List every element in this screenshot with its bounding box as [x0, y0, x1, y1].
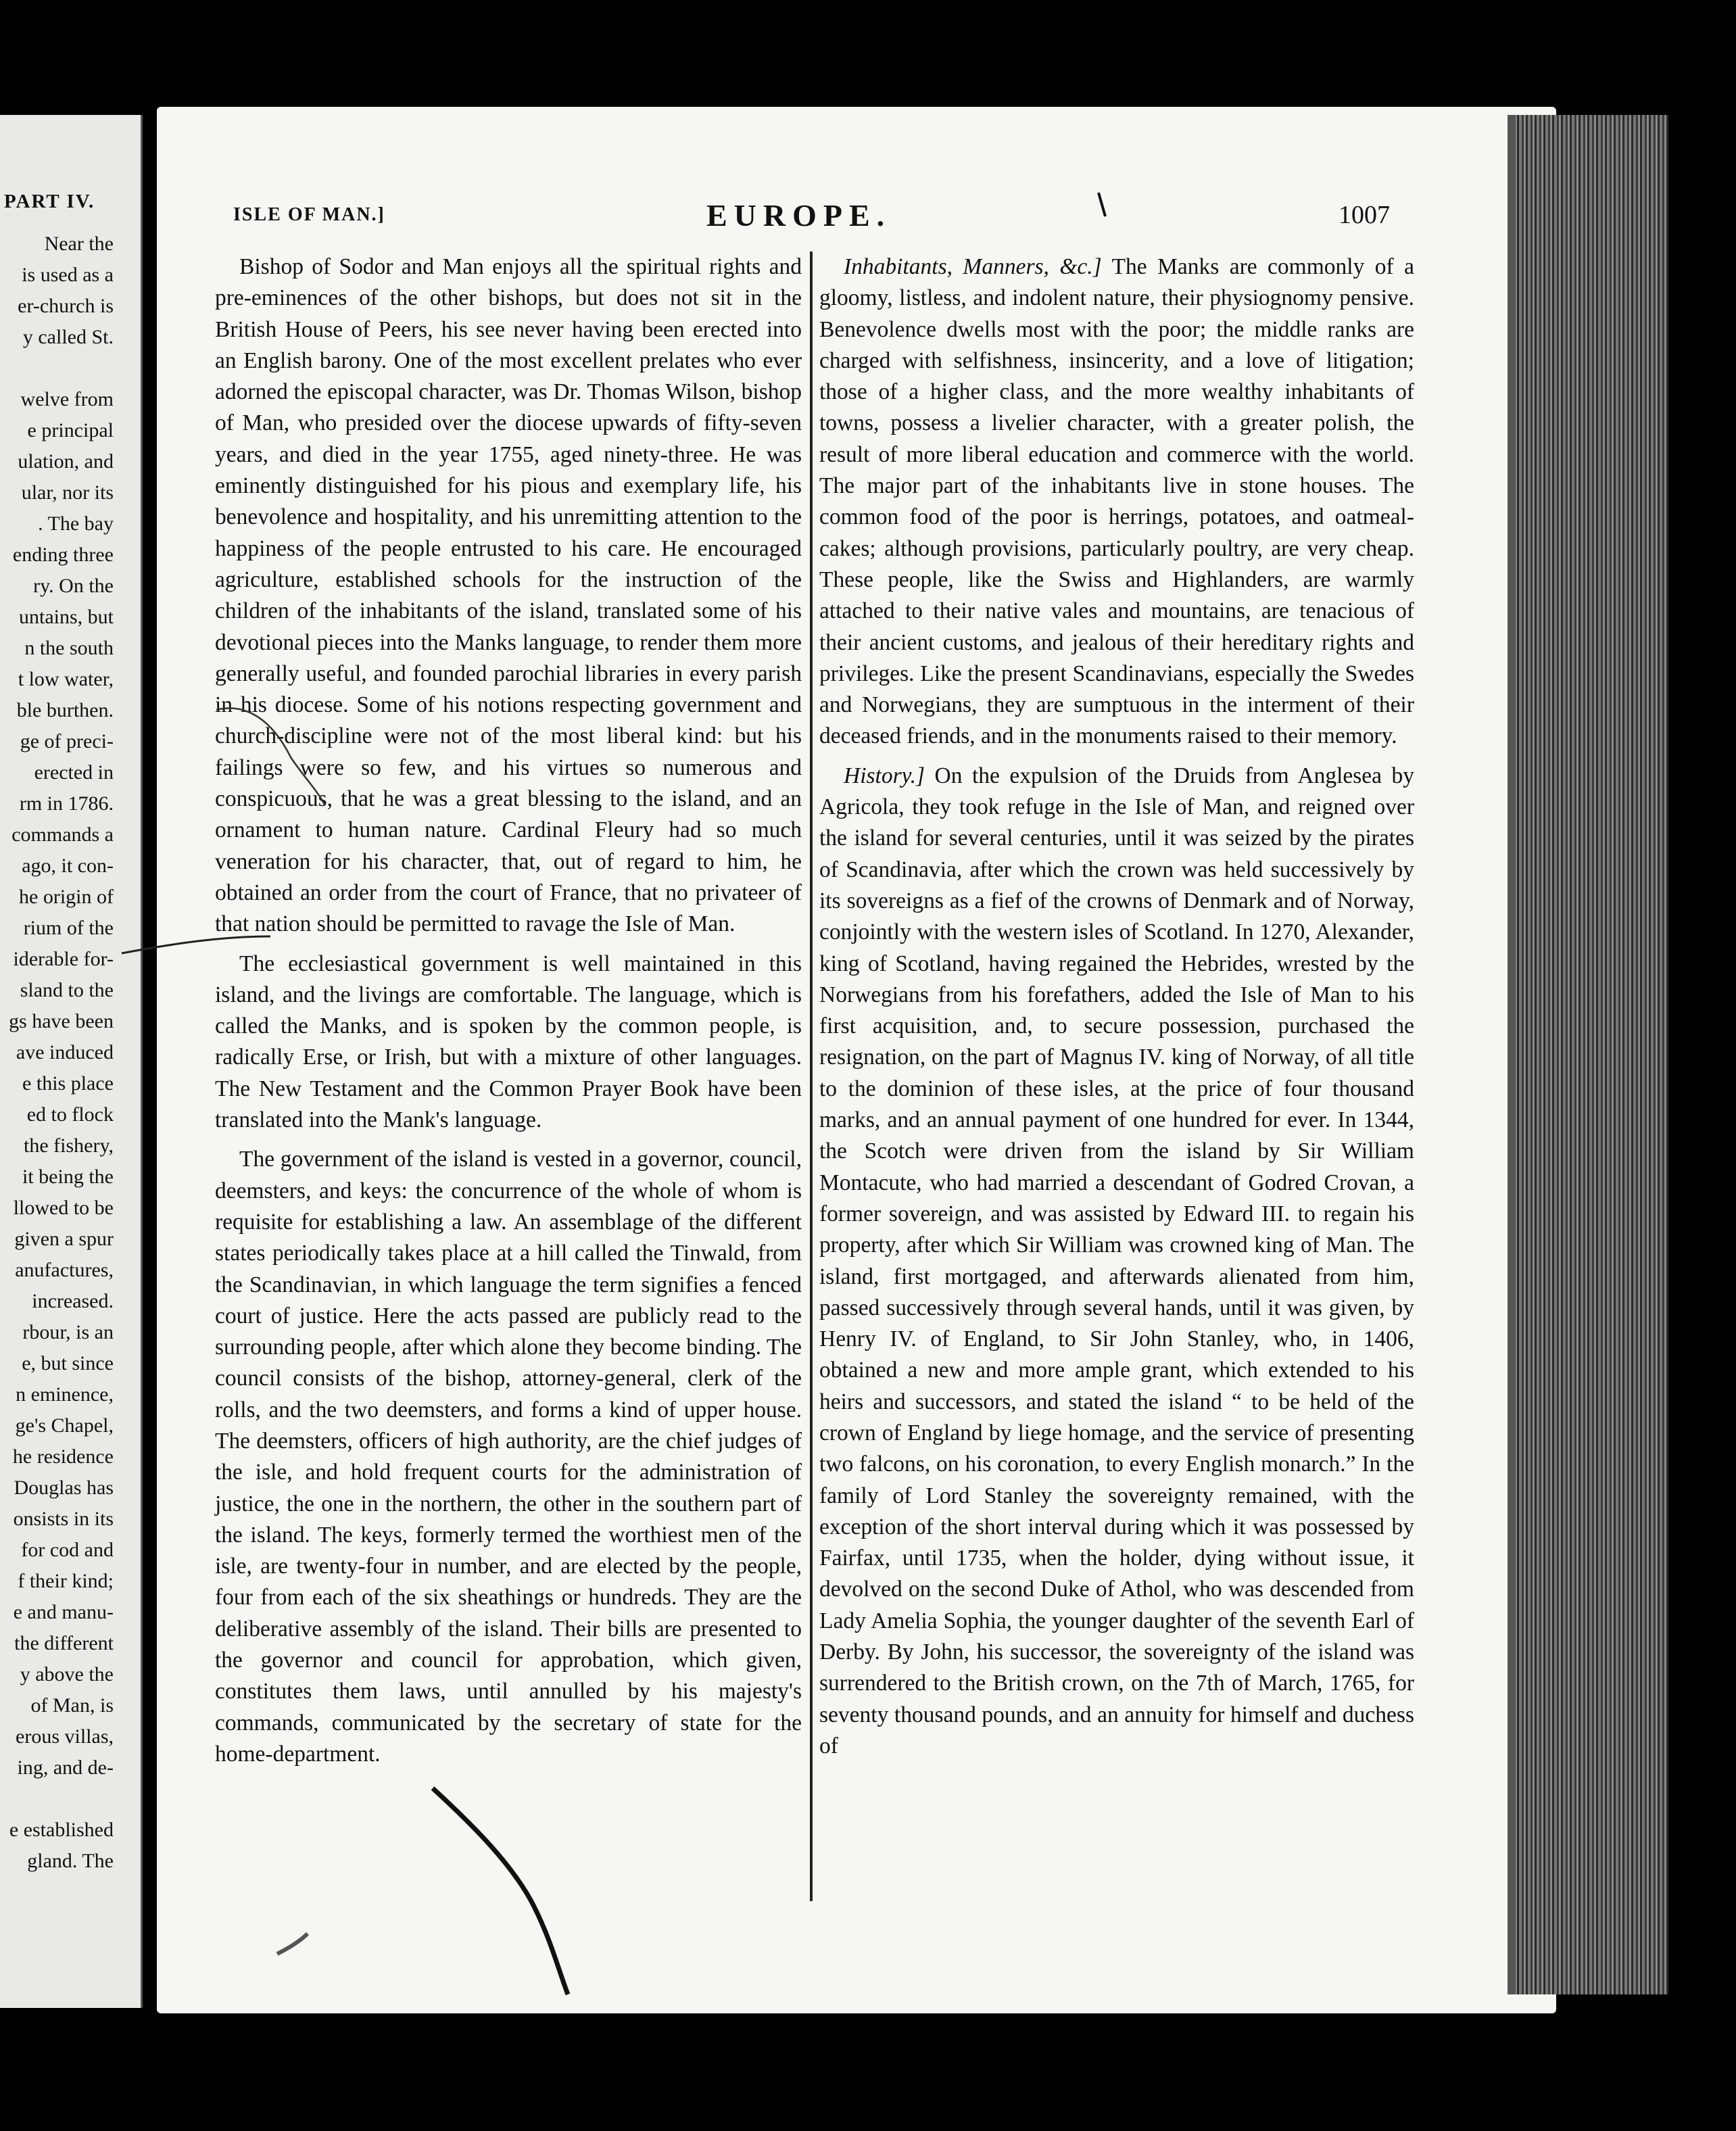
facing-page-line: onsists in its: [13, 1508, 114, 1530]
facing-page-line: ulation, and: [18, 450, 114, 473]
facing-page-line: sland to the: [20, 979, 114, 1001]
ink-stroke: [433, 1788, 568, 1994]
facing-page-line: e and manu-: [13, 1601, 114, 1623]
facing-page-line: ge of preci-: [20, 730, 114, 752]
facing-page-line: anufactures,: [15, 1259, 114, 1281]
facing-page-line: ago, it con-: [22, 855, 114, 877]
facing-page-line: e this place: [22, 1072, 114, 1095]
facing-page-line: ble burthen.: [16, 699, 114, 721]
facing-page-header: PART IV.: [4, 191, 95, 212]
page-number: 1007: [1339, 201, 1390, 229]
facing-page-line: llowed to be: [13, 1197, 114, 1219]
facing-page-line: rm in 1786.: [19, 792, 114, 815]
section-title-history: History.]: [844, 763, 925, 788]
paragraph-history-body: On the expulsion of the Druids from Anglesea by Agricola, they took refuge in the Isle of Man, and reigned over the island for several centuries, until it was seized by the pirates of Scandinavia, after which the crown was held successively by its sovereigns as a fief of the crowns of Denmark and of Norway, conjointly with the western isles of Scotland. In 1270, Alexander, king of Scotland, having regained the Hebrides, wrested by the Norwegians from his forefathers, added the Isle of Man to his first acquisition, and, to secure possession, purchased the resignation, on the part of Magnus IV. king of Norway, of all title to the dominion of these isles, at the price of four thousand marks, and an annual payment of one hundred for ever. In 1344, the Scotch were driven from the island by Sir William Montacute, who had married a descendant of Godred Crovan, a former sovereign, and was assisted by Edward III. to regain his property, after which Sir William was crowned king of Man. The island, first mortgaged, and afterwards alienated from him, passed successively through several hands, until it was given, by Henry IV. of England, to Sir John Stanley, who, in 1406, obtained a new and more ample grant, which extended to his heirs and successors, and stated the island “ to be held of the crown of England by liege homage, and the service of presenting two falcons, on his coronation, to every English monarch.” In the family of Lord Stanley the sovereignty remained, with the exception of the short interval during which it was possessed by Fairfax, until 1735, when the holder, dying without issue, it devolved on the second Duke of Athol, who was descended from Lady Amelia Sophia, the younger daughter of the seventh Earl of Derby. By John, his successor, the sovereignty of the island was surrendered to the British crown, on the 7th of March, 1765, for seventy thousand pounds, and an annuity for himself and duchess of: [819, 763, 1414, 1758]
facing-page-line: y called St.: [22, 326, 114, 348]
facing-page-line: he residence: [12, 1445, 114, 1468]
facing-page-line: . The bay: [38, 512, 114, 535]
facing-page-line: increased.: [32, 1290, 114, 1312]
paragraph-government: The government of the island is vested in a governor, council, deemsters, and keys: the concurrence of the whole of whom is requisite for establishing a law. An assemblage of the different states periodically takes place at a hill called the Tinwald, from the Scandinavian, in which language the term signifies a fenced court of justice. Here the acts passed are publicly read to the surrounding people, after which alone they become binding. The council consists of the bishop, attorney-general, clerk of the rolls, and the two deemsters, and forms a kind of upper house. The deemsters, officers of high authority, are the chief judges of the isle, and hold frequent courts for the administration of justice, the one in the northern, the other in the southern part of the island. The keys, formerly termed the worthiest men of the isle, are twenty-four in number, and are elected by the people, four from each of the six sheathings or hundreds. They are the deliberative assembly of the island. Their bills are presented to the governor and council for approbation, which given, constitutes them laws, until annulled by his majesty's commands, communicated by the secretary of state for the home-department.: [215, 1147, 802, 1767]
facing-page-line: given a spur: [14, 1228, 114, 1250]
ink-stroke: [216, 709, 324, 805]
facing-page-line: the different: [14, 1632, 114, 1654]
facing-page-line: the fishery,: [23, 1134, 114, 1157]
paragraph-ecclesiastical: The ecclesiastical government is well maintained in this island, and the livings are comfortable. The language, which is called the Manks, and is spoken by the common people, is radically Erse, or Irish, but with a mixture of other languages. The New Testament and the Common Prayer Book have been translated into the Mank's language.: [215, 951, 802, 1133]
paragraph-bishop: Bishop of Sodor and Man enjoys all the spiritual rights and pre-eminences of the other bishops, but does not sit in the British House of Peers, his see never having been erected into an English barony. One of the most excellent prelates who ever adorned the episcopal character, was Dr. Thomas Wilson, bishop of Man, who presided over the diocese upwards of fifty-seven years, and died in the year 1755, aged ninety-three. He was eminently distinguished for his pious and exemplary life, his benevolence and hospitality, and his unremitting attention to the happiness of the people entrusted to his care. He encouraged agriculture, established schools for the instruction of the children of the inhabitants of the island, translated some of his devotional pieces into the Manks language, to render them more generally useful, and founded parochial libraries in every parish in his diocese. Some of his notions respecting government and church-discipline were not of the most liberal kind: but his failings were so few, and his virtues so numerous and conspicuous, that he was a great blessing to the island, and an ornament to human nature. Cardinal Fleury had so much veneration for his character, that, out of regard to him, he obtained an order from the court of France, that no privateer of that nation should be permitted to ravage the Isle of Man.: [215, 254, 802, 937]
facing-page-line: for cod and: [21, 1539, 114, 1561]
page-title: EUROPE.: [706, 198, 892, 233]
facing-page-line: ed to flock: [26, 1103, 114, 1126]
facing-page-line: it being the: [22, 1166, 114, 1188]
facing-page-line: ular, nor its: [21, 481, 114, 504]
facing-page-line: welve from: [20, 388, 114, 410]
facing-page-line: y above the: [20, 1663, 114, 1685]
facing-page-line: e established: [9, 1819, 114, 1841]
facing-page-line: ending three: [12, 544, 114, 566]
facing-page-line: ing, and de-: [17, 1756, 114, 1779]
facing-page-line: erected in: [34, 761, 114, 784]
facing-page-line: erous villas,: [16, 1725, 114, 1748]
ink-smudge: [277, 1934, 308, 1954]
facing-page-line: e principal: [27, 419, 114, 441]
facing-page-line: n eminence,: [16, 1383, 114, 1406]
facing-page-line: t low water,: [18, 668, 114, 690]
facing-page-line: Douglas has: [14, 1477, 114, 1499]
facing-page-line: e, but since: [22, 1352, 114, 1374]
ink-stroke: [1099, 193, 1105, 216]
facing-page-line: gland. The: [27, 1850, 114, 1872]
facing-page-line: untains, but: [19, 606, 114, 628]
facing-page-line: he origin of: [19, 886, 114, 908]
section-header: ISLE OF MAN.]: [233, 204, 385, 225]
section-title-inhabitants: Inhabitants, Manners, &c.]: [844, 254, 1102, 279]
facing-page-line: ry. On the: [33, 575, 114, 597]
facing-page-line: ge's Chapel,: [15, 1414, 114, 1437]
facing-page-line: commands a: [11, 823, 114, 846]
facing-page-line: f their kind;: [18, 1570, 114, 1592]
facing-page-line: iderable for-: [13, 948, 114, 970]
paragraph-inhabitants-body: The Manks are commonly of a gloomy, listless, and indolent nature, their physiognomy pensive. Benevolence dwells most with the poor; the middle ranks are charged with selfishness, insincerity, and a love of litigation; those of a higher class, and the more wealthy inhabitants of towns, possess a livelier character, with a greater polish, the result of more liberal education and commerce with the world. The major part of the inhabitants live in stone houses. The common food of the poor is herrings, potatoes, and oatmeal-cakes; although provisions, particularly poultry, are very cheap. These people, like the Swiss and Highlanders, are warmly attached to their native vales and mountains, are tenacious of their ancient customs, and jealous of their hereditary rights and privileges. Like the present Scandinavians, especially the Swedes and Norwegians, they are sumptuous in the interment of their deceased friends, and in the monuments raised to their memory.: [819, 254, 1414, 749]
facing-page-line: gs have been: [9, 1010, 114, 1032]
facing-page-line: rbour, is an: [22, 1321, 114, 1343]
facing-page-line: of Man, is: [30, 1694, 114, 1717]
facing-page-line: rium of the: [23, 917, 114, 939]
facing-page-line: Near the: [44, 233, 114, 255]
ink-stroke: [122, 936, 270, 953]
facing-page-line: n the south: [24, 637, 114, 659]
facing-page-line: er-church is: [18, 295, 114, 317]
facing-page-line: ave induced: [16, 1041, 114, 1063]
facing-page-line: is used as a: [22, 264, 114, 286]
